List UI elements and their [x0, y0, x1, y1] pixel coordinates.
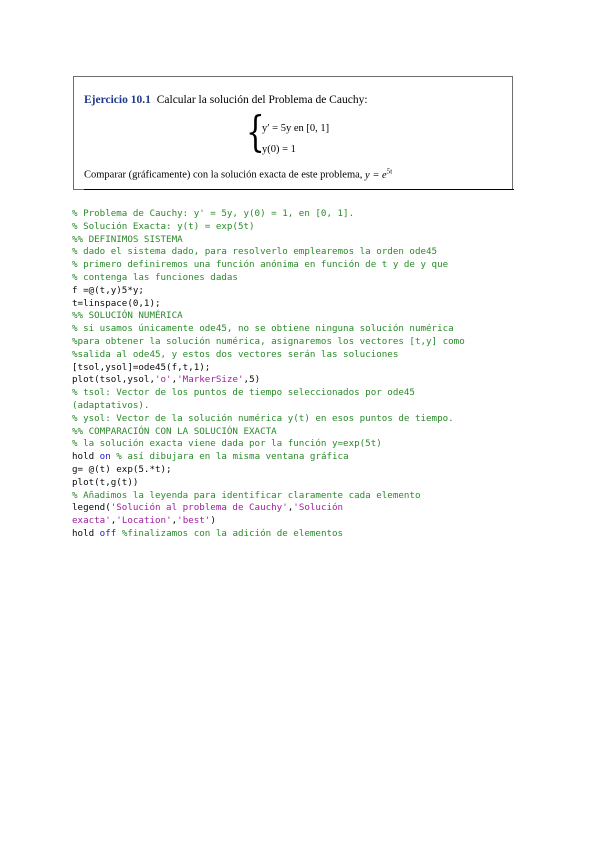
code-line: [72, 387, 532, 400]
code-text: plot(t,g(t)): [72, 476, 139, 488]
code-comment: % Añadimos la leyenda para identificar claramente cada elemento: [72, 489, 421, 501]
code-text: hold: [72, 451, 100, 463]
code-line: [72, 246, 532, 259]
code-line: [72, 336, 532, 349]
code-line: [72, 490, 532, 503]
code-text: f =@(t,y)5*y;: [72, 284, 144, 296]
code-line: [72, 234, 532, 247]
code-line: [72, 272, 532, 285]
code-text: g= @(t) exp(5.*t);: [72, 463, 172, 475]
code-comment: %para obtener la solución numérica, asignaremos los vectores [t,y] como: [72, 335, 465, 347]
code-keyword: on: [99, 451, 111, 463]
code-string: 'best': [177, 515, 211, 527]
code-line: [72, 400, 532, 413]
equation-initial-condition: y(0) = 1: [262, 144, 296, 155]
code-line: [72, 477, 532, 490]
code-string: 'o': [154, 374, 172, 386]
code-text: [tsol,ysol]=ode45(f,t,1);: [72, 361, 211, 373]
code-line: [72, 285, 532, 298]
exact-solution-base: y = e: [365, 169, 387, 181]
code-line: [72, 464, 532, 477]
code-comment: % dado el sistema dado, para resolverlo emplearemos la orden ode45: [72, 246, 438, 258]
code-line: [72, 208, 532, 221]
code-comment: % así dibujara en la misma ventana gráfica: [110, 451, 349, 463]
code-text: ,: [287, 502, 294, 514]
code-comment: % tsol: Vector de los puntos de tiempo seleccionados por ode45: [72, 387, 415, 399]
code-comment: %% DEFINIMOS SISTEMA: [72, 233, 183, 245]
code-comment: %finalizamos con la adición de elementos: [116, 527, 344, 539]
code-line: [72, 413, 532, 426]
code-text: ): [210, 515, 216, 527]
exercise-heading: [84, 94, 368, 106]
code-line: [72, 438, 532, 451]
code-line: [72, 502, 532, 515]
code-line: [72, 528, 532, 541]
code-comment: (adaptativos).: [72, 399, 150, 411]
code-comment: %salida al ode45, y estos dos vectores serán las soluciones: [72, 348, 399, 360]
code-comment: % Solución Exacta: y(t) = exp(5t): [72, 220, 255, 232]
code-line: [72, 298, 532, 311]
compare-text: Comparar (gráficamente) con la solución exacta de este problema,: [84, 169, 363, 181]
code-text: ,: [171, 374, 178, 386]
code-comment: % Problema de Cauchy: y' = 5y, y(0) = 1, en [0, 1].: [72, 208, 355, 219]
exercise-box: [73, 76, 513, 190]
code-comment: % si usamos únicamente ode45, no se obtiene ninguna solución numérica: [72, 323, 454, 335]
code-line: [72, 259, 532, 272]
code-line: [72, 451, 532, 464]
code-line: [72, 426, 532, 439]
code-line: [72, 221, 532, 234]
code-text: ,5): [243, 374, 261, 386]
code-string: 'Location': [116, 515, 172, 527]
code-string: 'MarkerSize': [177, 374, 244, 386]
exercise-statement: Calcular la solución del Problema de Cauchy:: [156, 94, 368, 106]
code-string: 'Solución al problema de Cauchy': [110, 502, 288, 514]
left-brace: {: [246, 107, 265, 156]
code-line: [72, 515, 532, 528]
code-text: hold: [72, 527, 100, 539]
code-line: [72, 349, 532, 362]
code-comment: % ysol: Vector de la solución numérica y(t) en esos puntos de tiempo.: [72, 412, 454, 424]
code-listing: [72, 208, 532, 541]
code-text: plot(tsol,ysol,: [72, 374, 155, 386]
code-text: ,: [110, 515, 117, 527]
code-string: 'Solución: [293, 502, 344, 514]
code-comment: % contenga las funciones dadas: [72, 271, 238, 283]
exact-solution: [365, 167, 393, 181]
divider: [84, 189, 514, 190]
code-text: t=linspace(0,1);: [72, 297, 161, 309]
code-comment: %% COMPARACIÓN CON LA SOLUCIÓN EXACTA: [72, 425, 277, 437]
code-line: [72, 362, 532, 375]
code-comment: %% SOLUCIÓN NUMÉRICA: [72, 310, 183, 322]
code-line: [72, 374, 532, 387]
compare-sentence: [84, 167, 392, 181]
exercise-label: Ejercicio 10.1: [84, 94, 151, 106]
exact-solution-exponent: 5t: [386, 167, 393, 175]
code-keyword: off: [99, 527, 117, 539]
code-line: [72, 310, 532, 323]
code-comment: % la solución exacta viene dada por la función y=exp(5t): [72, 438, 382, 450]
code-text: ,: [171, 515, 178, 527]
code-line: [72, 323, 532, 336]
code-text: legend(: [72, 502, 111, 514]
code-comment: % primero definiremos una función anónima en función de t y de y que: [72, 259, 449, 271]
code-string: exacta': [72, 515, 111, 527]
equation-ode: y′ = 5y en [0, 1]: [262, 123, 330, 134]
